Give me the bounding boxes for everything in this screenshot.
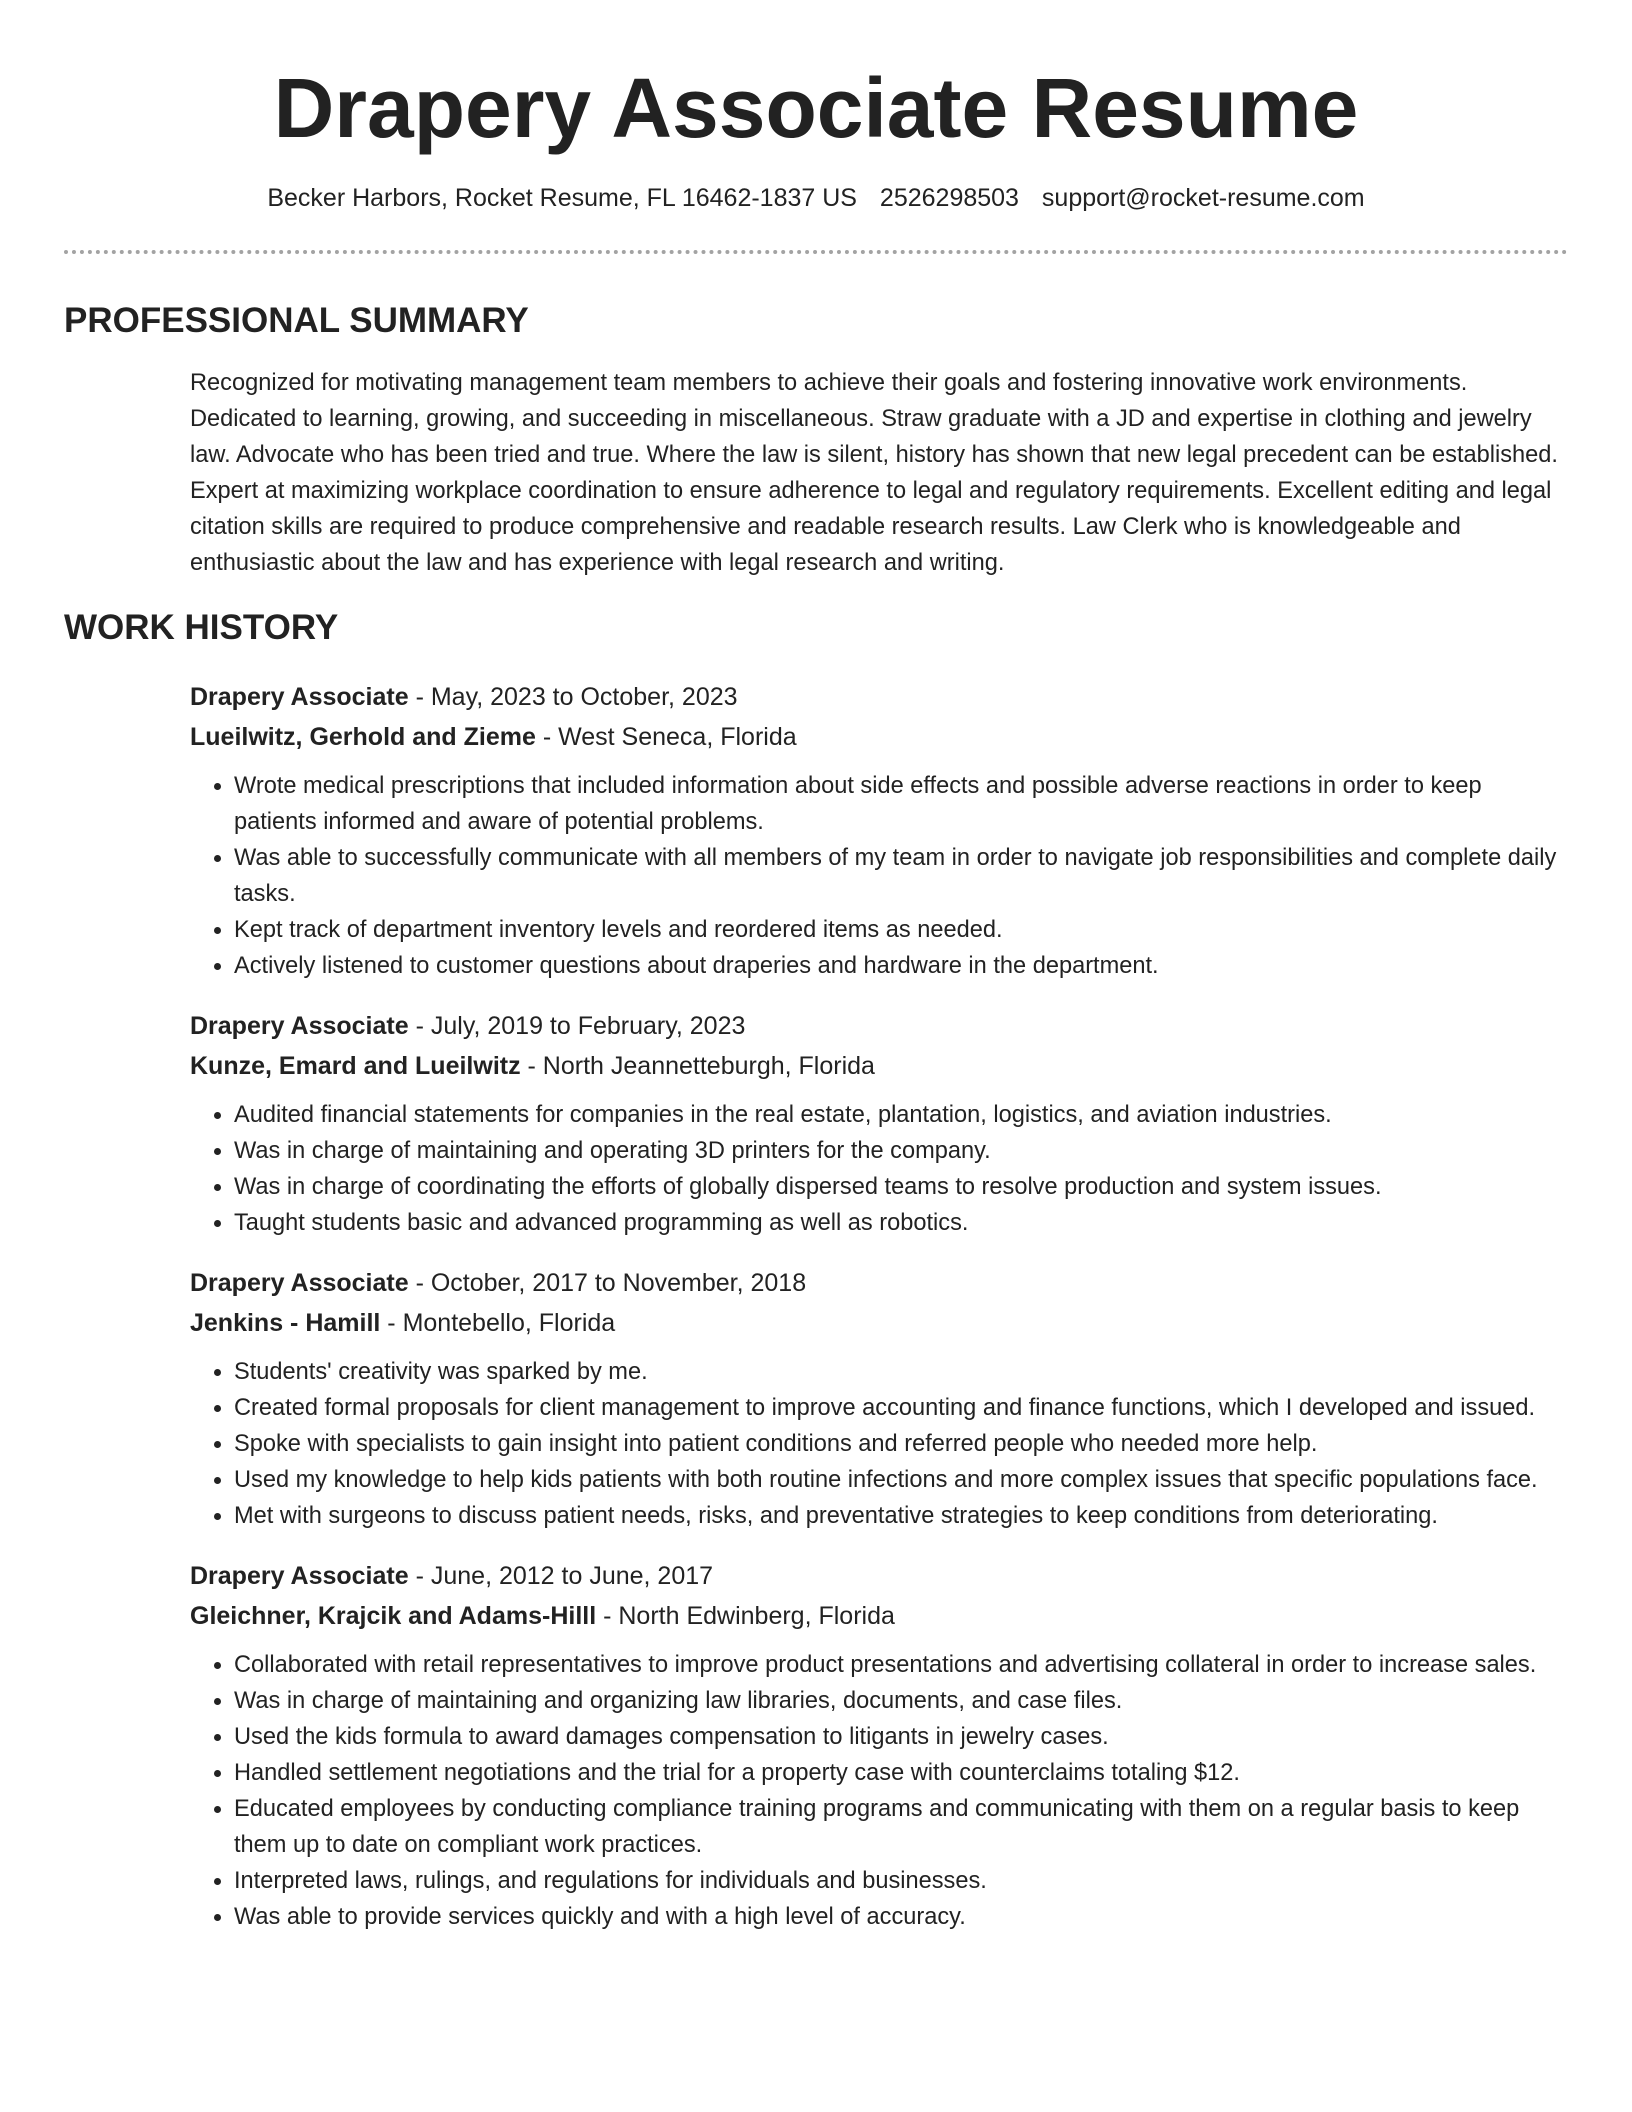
job-bullet: • Was able to provide services quickly and with a high level of accuracy. <box>234 1899 1568 1935</box>
job-entry <box>190 1263 1568 1534</box>
job-bullet: • Interpreted laws, rulings, and regulations for individuals and businesses. <box>234 1863 1568 1899</box>
job-dates: - May, 2023 to October, 2023 <box>408 683 738 711</box>
job-location: - Montebello, Florida <box>380 1309 616 1337</box>
job-bullet: • Actively listened to customer questions about draperies and hardware in the department. <box>234 948 1568 984</box>
job-dates: - June, 2012 to June, 2017 <box>408 1562 714 1590</box>
resume-title: Drapery Associate Resume <box>273 61 1359 155</box>
job-company-line <box>190 1046 1568 1086</box>
job-bullet: • Met with surgeons to discuss patient needs, risks, and preventative strategies to keep conditions from deteriorating. <box>234 1498 1568 1534</box>
section-title-work-history: WORK HISTORY <box>64 608 339 647</box>
job-bullet: • Educated employees by conducting compliance training programs and communicating with them on a regular basis to keep them up to date on compliant work practices. <box>234 1791 1568 1863</box>
work-history-list <box>190 677 1568 1957</box>
contact-address: Becker Harbors, Rocket Resume, FL 16462-1837 US <box>267 184 857 212</box>
job-company: Lueilwitz, Gerhold and Zieme <box>190 723 536 751</box>
job-entry <box>190 1006 1568 1241</box>
job-location: - West Seneca, Florida <box>535 723 797 751</box>
job-entry <box>190 1556 1568 1935</box>
job-dates: - October, 2017 to November, 2018 <box>408 1269 807 1297</box>
job-bullet: • Kept track of department inventory levels and reordered items as needed. <box>234 912 1568 948</box>
job-company-line <box>190 1303 1568 1343</box>
job-bullet: • Used the kids formula to award damages compensation to litigants in jewelry cases. <box>234 1719 1568 1755</box>
job-company-line <box>190 1596 1568 1636</box>
job-bullet: • Created formal proposals for client management to improve accounting and finance functions, which I developed and issued. <box>234 1390 1568 1426</box>
job-bullet: • Used my knowledge to help kids patients with both routine infections and more complex issues that specific populations face. <box>234 1462 1568 1498</box>
job-bullets <box>190 1647 1568 1935</box>
contact-phone: 2526298503 <box>879 184 1019 212</box>
job-entry <box>190 677 1568 984</box>
job-bullet: • Was in charge of maintaining and operating 3D printers for the company. <box>234 1133 1568 1169</box>
job-bullets <box>190 1097 1568 1241</box>
job-bullet: • Spoke with specialists to gain insight into patient conditions and referred people who needed more help. <box>234 1426 1568 1462</box>
header-divider <box>64 250 1568 254</box>
job-company: Gleichner, Krajcik and Adams-Hilll <box>190 1602 597 1630</box>
job-bullet: • Was in charge of maintaining and organizing law libraries, documents, and case files. <box>234 1683 1568 1719</box>
job-company: Jenkins - Hamill <box>190 1309 381 1337</box>
job-bullet: • Audited financial statements for companies in the real estate, plantation, logistics, and aviation industries. <box>234 1097 1568 1133</box>
job-title: Drapery Associate <box>190 683 409 711</box>
job-bullet: • Wrote medical prescriptions that included information about side effects and possible adverse reactions in order to keep patients informed and aware of potential problems. <box>234 768 1568 840</box>
job-title-line <box>190 1263 1568 1303</box>
job-title-line <box>190 1006 1568 1046</box>
contact-line <box>0 180 1632 216</box>
contact-email: support@rocket-resume.com <box>1041 184 1365 212</box>
summary-text: Recognized for motivating management team members to achieve their goals and fostering innovative work environments. Dedicated to learning, growing, and succeeding in miscellaneous. Straw graduate with a JD and expertise in clothing and jewelry law. Advocate who has been tried and true. Where the law is silent, history has shown that new legal precedent can be established. Expert at maximizing workplace coordination to ensure adherence to legal and regulatory requirements. Excellent editing and legal citation skills are required to produce comprehensive and readable research results. Law Clerk who is knowledgeable and enthusiastic about the law and has experience with legal research and writing. <box>190 370 1558 576</box>
job-bullet: • Was able to successfully communicate with all members of my team in order to navigate job responsibilities and complete daily tasks. <box>234 840 1568 912</box>
job-dates: - July, 2019 to February, 2023 <box>408 1012 746 1040</box>
job-bullet: • Was in charge of coordinating the efforts of globally dispersed teams to resolve production and system issues. <box>234 1169 1568 1205</box>
section-title-summary: PROFESSIONAL SUMMARY <box>64 301 529 340</box>
job-bullets <box>190 1354 1568 1534</box>
job-location: - North Jeannetteburgh, Florida <box>520 1052 875 1080</box>
job-bullet: • Students' creativity was sparked by me. <box>234 1354 1568 1390</box>
job-title: Drapery Associate <box>190 1269 409 1297</box>
job-location: - North Edwinberg, Florida <box>596 1602 895 1630</box>
job-title: Drapery Associate <box>190 1012 409 1040</box>
job-bullet: • Handled settlement negotiations and the trial for a property case with counterclaims totaling $12. <box>234 1755 1568 1791</box>
job-title-line <box>190 1556 1568 1596</box>
job-company-line <box>190 717 1568 757</box>
job-bullet: • Collaborated with retail representatives to improve product presentations and advertising collateral in order to increase sales. <box>234 1647 1568 1683</box>
job-title-line <box>190 677 1568 717</box>
job-bullets <box>190 768 1568 984</box>
job-bullet: • Taught students basic and advanced programming as well as robotics. <box>234 1205 1568 1241</box>
job-company: Kunze, Emard and Lueilwitz <box>190 1052 521 1080</box>
job-title: Drapery Associate <box>190 1562 409 1590</box>
